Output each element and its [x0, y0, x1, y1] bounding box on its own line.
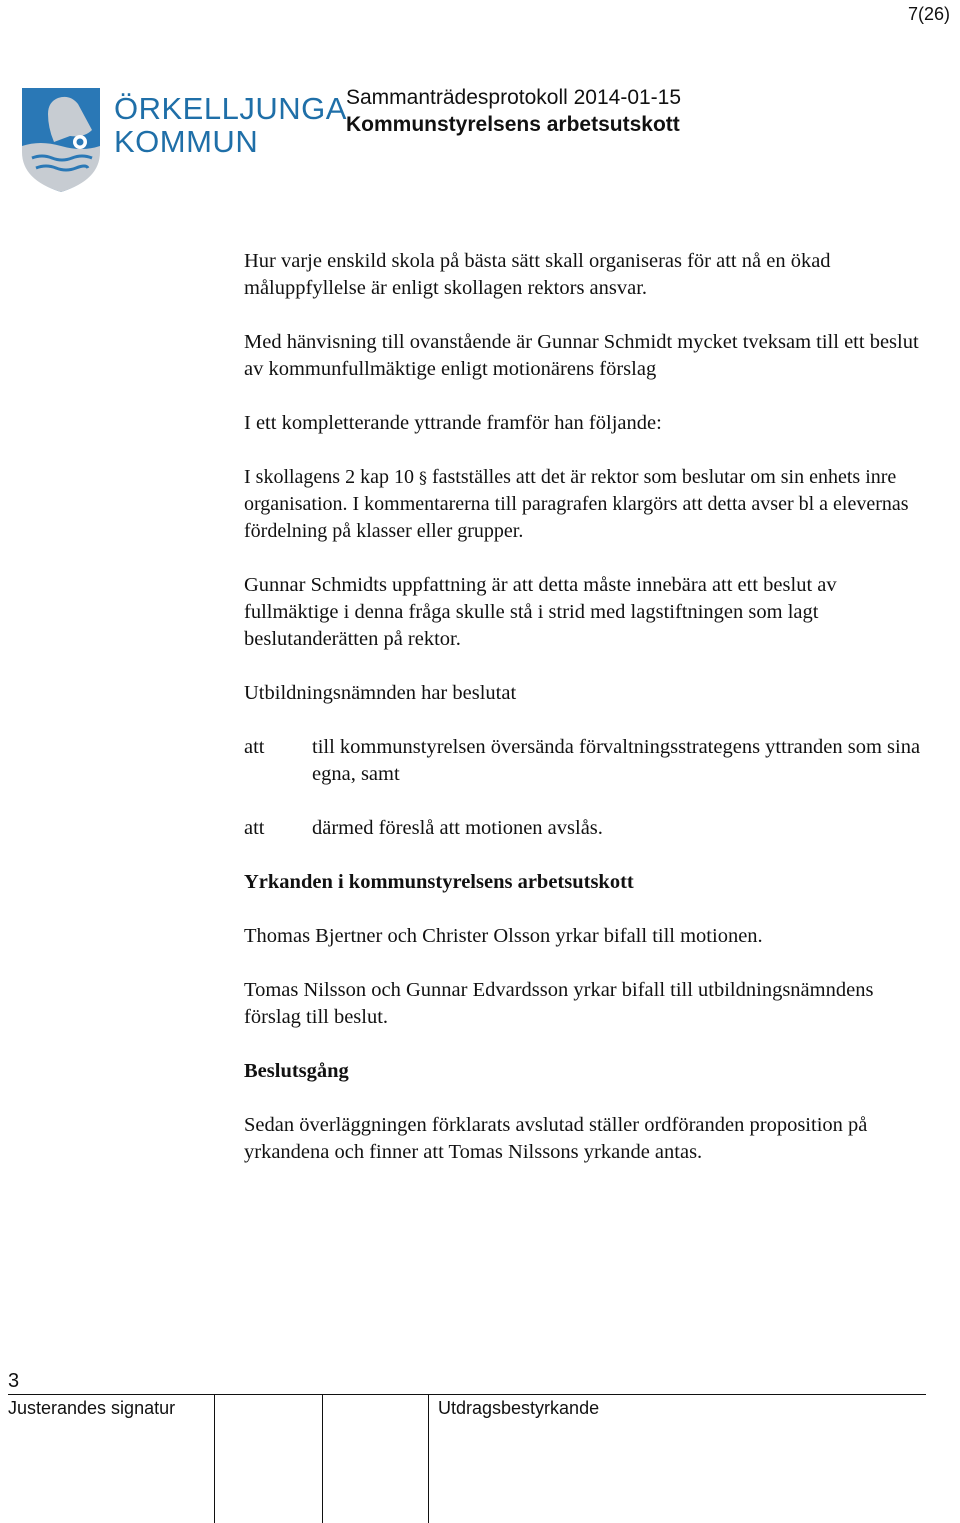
decision-text: till kommunstyrelsen översända förvaltningsstrategens yttranden som sina egna, samt	[312, 736, 921, 785]
paragraph-9: Sedan överläggningen förklarats avslutad ställer ordföranden proposition på yrkandena och finner att Tomas Nilssons yrkande antas.	[244, 1114, 868, 1163]
document-body	[244, 248, 924, 1193]
decision-word: att	[244, 736, 265, 758]
signature-box	[323, 1395, 427, 1523]
paragraph-3: I ett kompletterande yttrande framför han följande:	[244, 412, 662, 434]
signature-table	[8, 1394, 926, 1523]
paragraph-1: Hur varje enskild skola på bästa sätt skall organiseras för att nå en ökad måluppfyllelse är enligt skollagen rektors ansvar.	[244, 250, 831, 299]
paragraph-4-end: fastställes att det är rektor som beslutar om sin enhets inre organisation. I kommentarerna till paragrafen klargörs att detta avser bl a elevernas fördelning på klasser eller grupper.	[244, 466, 909, 542]
decision-text: därmed föreslå att motionen avslås.	[312, 817, 603, 839]
paragraph-6: Utbildningsnämnden har beslutat	[244, 682, 517, 704]
decision-word: att	[244, 817, 265, 839]
logo-wordmark	[114, 92, 347, 158]
decision-item	[244, 734, 924, 788]
table-divider	[428, 1395, 429, 1523]
page-number: 7(26)	[907, 4, 950, 24]
bell-shield-icon	[18, 84, 114, 194]
utdrag-label: Utdragsbestyrkande	[438, 1398, 600, 1418]
paragraph-4	[244, 464, 924, 545]
paragraph-2: Med hänvisning till ovanstående är Gunnar Schmidt mycket tveksam till ett beslut av kommunfullmäktige enligt motionärens förslag	[244, 331, 919, 380]
signature-box	[215, 1395, 322, 1523]
document-header	[346, 84, 681, 138]
paragraph-7: Thomas Bjertner och Christer Olsson yrkar bifall till motionen.	[244, 925, 763, 947]
section-heading-beslutsgang: Beslutsgång	[244, 1060, 349, 1082]
justerandes-label: Justerandes signatur	[8, 1398, 176, 1418]
paragraph-8: Tomas Nilsson och Gunnar Edvardsson yrkar bifall till utbildningsnämndens förslag till beslut.	[244, 979, 874, 1028]
municipality-logo	[18, 84, 347, 194]
logo-line-2: KOMMUN	[114, 124, 259, 159]
paragraph-4-start: I skollagens 2 kap 10	[244, 466, 419, 488]
signature-footer	[8, 1370, 926, 1523]
document-subtitle: Kommunstyrelsens arbetsutskott	[346, 113, 680, 136]
section-heading-yrkanden: Yrkanden i kommunstyrelsens arbetsutskott	[244, 871, 634, 893]
logo-line-1: ÖRKELLJUNGA	[114, 91, 347, 126]
decision-item	[244, 815, 924, 842]
paragraph-5: Gunnar Schmidts uppfattning är att detta måste innebära att ett beslut av fullmäktige i denna fråga skulle stå i strid med lagstiftningen som lagt beslutanderätten på rektor.	[244, 574, 837, 650]
document-title: Sammanträdesprotokoll 2014-01-15	[346, 86, 682, 109]
section-sign: §	[418, 468, 427, 487]
footer-number: 3	[8, 1370, 20, 1392]
